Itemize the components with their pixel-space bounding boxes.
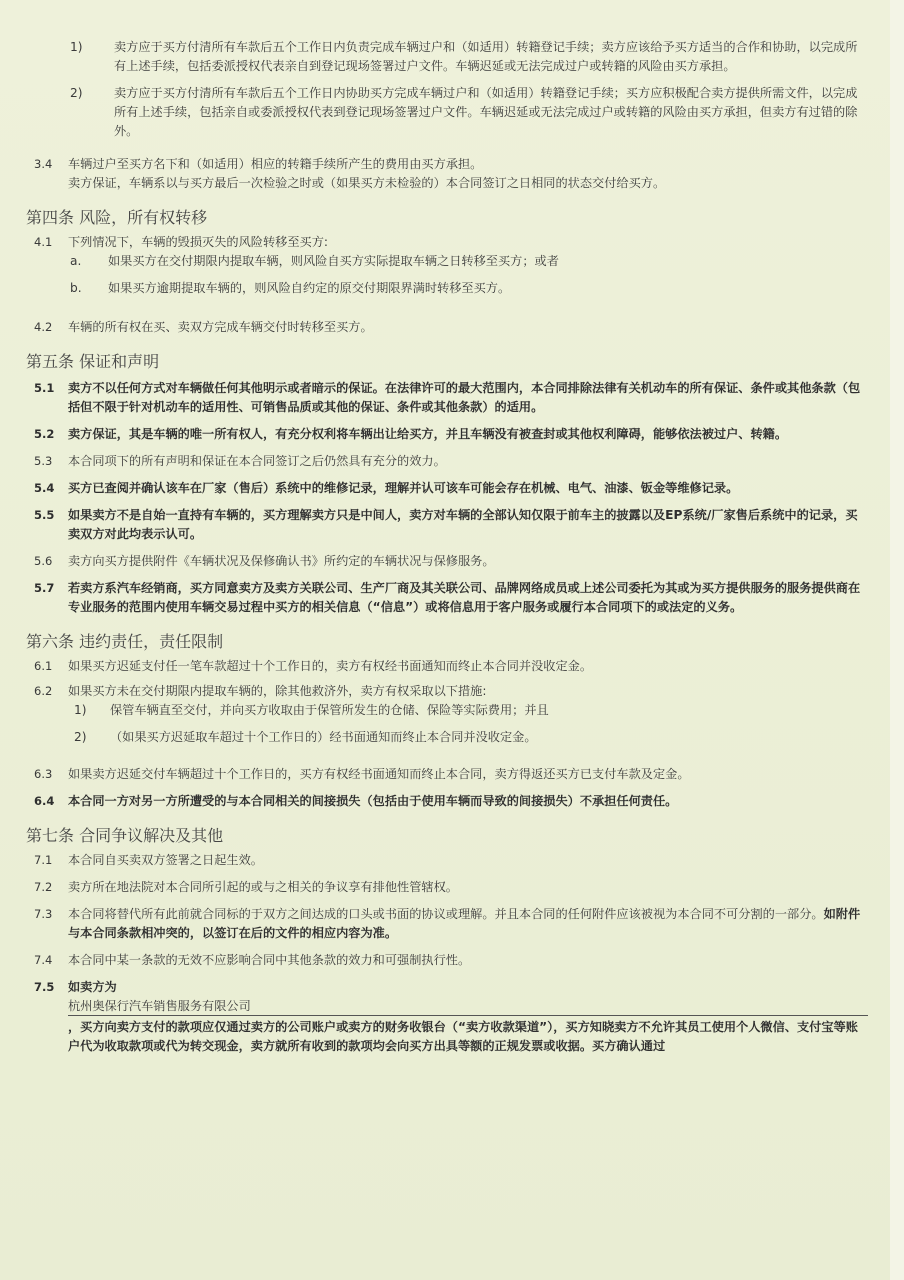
- clause-7-5-text: ，买方向卖方支付的款项应仅通过卖方的公司账户或卖方的财务收银台（“卖方收款渠道”），买方知晓卖方不允许其员工使用个人微信、支付宝等账户代为收取款项或代为转交现金，卖方就所有收到的款项均会向买方出具等额的正规发票或收据。买方确认通过: [68, 1020, 858, 1053]
- item-text: 如果买方逾期提取车辆的，则风险自约定的原交付期限界满时转移至买方。: [108, 281, 511, 295]
- clause-6-3: [34, 765, 864, 784]
- clause-4-2: [34, 318, 864, 337]
- item-6-2-1: [74, 701, 864, 720]
- clause-5-2: [34, 425, 864, 444]
- item-number: 1): [74, 703, 87, 717]
- section-4-title: 第四条 风险，所有权转移: [26, 208, 208, 227]
- item-text: 保管车辆直至交付，并向买方收取由于保管所发生的仓储、保险等实际费用；并且: [110, 703, 549, 717]
- scan-edge: [890, 0, 904, 1280]
- clause-text: 卖方不以任何方式对车辆做任何其他明示或者暗示的保证。在法律许可的最大范围内，本合同排除法律有关机动车的所有保证、条件或其他条款（包括但不限于针对机动车的适用性、可销售品质或其他的保证、条件或其他条款）的适用。: [68, 381, 861, 414]
- clause-text: 如果买方未在交付期限内提取车辆的，除其他救济外，卖方有权采取以下措施:: [68, 684, 487, 698]
- clause-number: 7.5: [34, 980, 55, 994]
- clause-7-2: [34, 878, 864, 897]
- clause-label: 如卖方为: [68, 980, 117, 994]
- item-4-1-a: [70, 252, 864, 271]
- item-number: 2): [70, 86, 83, 100]
- clause-text: 车辆的所有权在买、卖双方完成车辆交付时转移至买方。: [68, 320, 373, 334]
- clause-number: 5.6: [34, 554, 53, 568]
- clause-number: 5.2: [34, 427, 55, 441]
- clause-text: 如果卖方迟延交付车辆超过十个工作日的，买方有权经书面通知而终止本合同，卖方得返还买方已支付车款及定金。: [68, 767, 690, 781]
- clause-5-5: [34, 506, 864, 544]
- clause-number: 5.7: [34, 581, 55, 595]
- clause-number: 6.1: [34, 659, 53, 673]
- clause-7-3: [34, 905, 864, 943]
- clause-text: 本合同将替代所有此前就合同标的于双方之间达成的口头或书面的协议或理解。并且本合同的任何附件应该被视为本合同不可分割的一部分。: [68, 907, 824, 921]
- clause-text: 车辆过户至买方名下和（如适用）相应的转籍手续所产生的费用由买方承担。: [68, 157, 483, 171]
- clause-7-1: [34, 851, 864, 870]
- clause-number: 6.3: [34, 767, 53, 781]
- item-number: 1): [70, 40, 83, 54]
- clause-text: 若卖方系汽车经销商，买方同意卖方及卖方关联公司、生产厂商及其关联公司、品牌网络成员或上述公司委托为其或为买方提供服务的服务提供商在专业服务的范围内使用车辆交易过程中买方的相关信息（“信息”）或将信息用于客户服务或履行本合同项下的或法定的义务。: [68, 581, 861, 614]
- clause-text: 本合同中某一条款的无效不应影响合同中其他条款的效力和可强制执行性。: [68, 953, 471, 967]
- clause-number: 3.4: [34, 157, 53, 171]
- clause-text: 如果买方迟延支付任一笔车款超过十个工作日的，卖方有权经书面通知而终止本合同并没收定金。: [68, 659, 593, 673]
- clause-text: 卖方所在地法院对本合同所引起的或与之相关的争议享有排他性管辖权。: [68, 880, 458, 894]
- intro-item-1: [70, 38, 864, 76]
- clause-5-7: [34, 579, 864, 617]
- clause-text: 下列情况下，车辆的毁损灭失的风险转移至买方:: [68, 235, 329, 249]
- clause-number: 7.1: [34, 853, 53, 867]
- clause-number: 4.1: [34, 235, 53, 249]
- item-text: 如果买方在交付期限内提取车辆，则风险自买方实际提取车辆之日转移至买方；或者: [108, 254, 559, 268]
- clause-number: 6.2: [34, 684, 53, 698]
- clause-number: 6.4: [34, 794, 55, 808]
- clause-text: 买方已查阅并确认该车在厂家（售后）系统中的维修记录，理解并认可该车可能会存在机械、电气、油漆、钣金等维修记录。: [68, 481, 739, 495]
- clause-5-6: [34, 552, 864, 571]
- clause-5-3: [34, 452, 864, 471]
- clause-number: 4.2: [34, 320, 53, 334]
- item-number: 2): [74, 730, 87, 744]
- clause-number: 7.2: [34, 880, 53, 894]
- clause-text: 本合同自买卖双方签署之日起生效。: [68, 853, 263, 867]
- clause-text: 本合同项下的所有声明和保证在本合同签订之后仍然具有充分的效力。: [68, 454, 446, 468]
- clause-text: 卖方保证，其是车辆的唯一所有权人，有充分权利将车辆出让给买方，并且车辆没有被查封或其他权利障碍，能够依法被过户、转籍。: [68, 427, 788, 441]
- item-text: 卖方应于买方付清所有车款后五个工作日内负责完成车辆过户和（如适用）转籍登记手续；卖方应该给予买方适当的合作和协助，以完成所有上述手续，包括委派授权代表亲自到登记现场签署过户文件。车辆迟延或无法完成过户或转籍的风险由买方承担。: [114, 40, 858, 73]
- item-number: a.: [70, 254, 82, 268]
- seller-company-name: 杭州奥保行汽车销售服务有限公司: [68, 997, 868, 1016]
- clause-number: 7.4: [34, 953, 53, 967]
- item-4-1-b: [70, 279, 864, 298]
- clause-5-4: [34, 479, 864, 498]
- clause-6-4: [34, 792, 864, 811]
- clause-text: 如果卖方不是自始一直持有车辆的，买方理解卖方只是中间人，卖方对车辆的全部认知仅限于前车主的披露以及EP系统/厂家售后系统中的记录，买卖双方对此均表示认可。: [68, 508, 858, 541]
- item-number: b.: [70, 281, 82, 295]
- clause-6-1: [34, 657, 864, 676]
- section-5-title: 第五条 保证和声明: [26, 352, 160, 371]
- clause-number: 5.5: [34, 508, 55, 522]
- clause-text: 卖方向买方提供附件《车辆状况及保修确认书》所约定的车辆状况与保修服务。: [68, 554, 495, 568]
- intro-item-2: [70, 84, 864, 141]
- clause-number: 5.1: [34, 381, 55, 395]
- item-text: （如果买方迟延取车超过十个工作日的）经书面通知而终止本合同并没收定金。: [110, 730, 537, 744]
- section-7-title: 第七条 合同争议解决及其他: [26, 826, 224, 845]
- clause-number: 7.3: [34, 907, 53, 921]
- clause-4-1: [34, 233, 864, 252]
- clause-text-bold: 如附件与本合同条款相冲突的，以签订在后的文件的相应内容为准。: [68, 907, 861, 940]
- clause-5-1: [34, 379, 864, 417]
- section-6-title: 第六条 违约责任，责任限制: [26, 632, 224, 651]
- clause-7-5: [34, 978, 864, 997]
- clause-number: 5.4: [34, 481, 55, 495]
- clause-number: 5.3: [34, 454, 53, 468]
- clause-7-4: [34, 951, 864, 970]
- clause-text: 本合同一方对另一方所遭受的与本合同相关的间接损失（包括由于使用车辆而导致的间接损失）不承担任何责任。: [68, 794, 678, 808]
- item-6-2-2: [74, 728, 864, 747]
- clause-3-4-line2: 卖方保证，车辆系以与买方最后一次检验之时或（如果买方未检验的）本合同签订之日相同的状态交付给买方。: [68, 176, 666, 190]
- clause-6-2: [34, 682, 864, 701]
- clause-3-4: [34, 155, 864, 174]
- item-text: 卖方应于买方付清所有车款后五个工作日内协助买方完成车辆过户和（如适用）转籍登记手续；买方应积极配合卖方提供所需文件，以完成所有上述手续，包括亲自或委派授权代表到登记现场签署过户文件。车辆迟延或无法完成过户或转籍的风险由买方承担，但卖方有过错的除外。: [114, 86, 858, 138]
